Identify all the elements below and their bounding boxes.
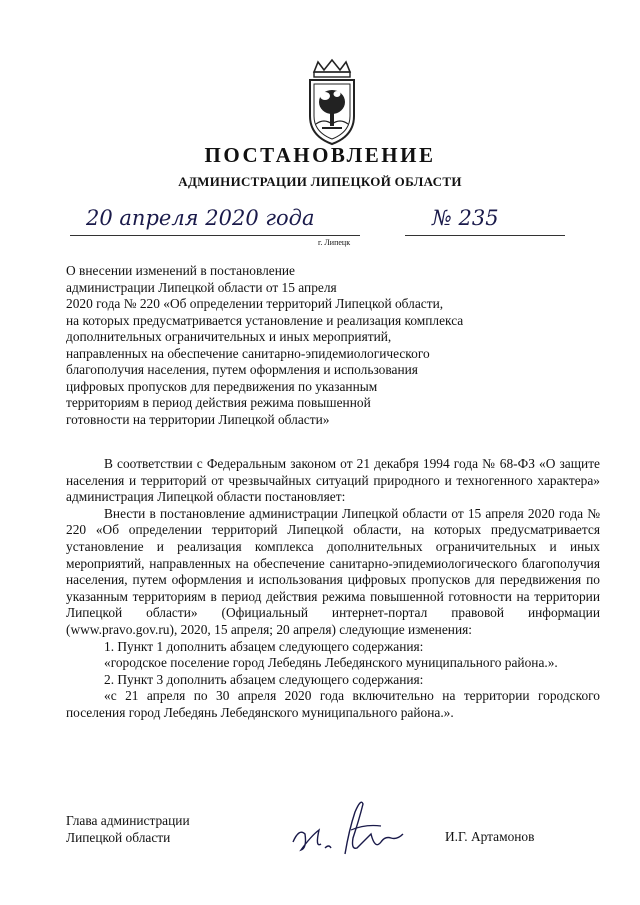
signatory-position <box>66 812 190 846</box>
handwritten-date: 20 апреля 2020 года <box>86 206 315 230</box>
heading-line: территориям в период действия режима повышенной <box>66 395 371 410</box>
resolution-heading <box>66 263 526 428</box>
body-paragraph-preamble: В соответствии с Федеральным законом от 21 декабря 1994 года № 68-ФЗ «О защите населения и территорий от чрезвычайных ситуаций природного и техногенного характера» администрация Липецкой области постановляет: <box>66 456 600 505</box>
heading-line: на которых предусматривается установление и реализация комплекса <box>66 312 464 328</box>
issuer-subtitle: АДМИНИСТРАЦИИ ЛИПЕЦКОЙ ОБЛАСТИ <box>178 174 462 189</box>
document-title: ПОСТАНОВЛЕНИЕ <box>204 143 436 167</box>
handwritten-number: № 235 <box>432 206 499 230</box>
resolution-body <box>66 456 600 722</box>
signatory-position-line: Глава администрации <box>66 813 190 828</box>
number-underline <box>405 235 565 236</box>
heading-line: 2020 года № 220 «Об определении территорий Липецкой области, <box>66 296 444 311</box>
handwritten-signature <box>285 790 415 870</box>
heading-line: администрации Липецкой области от 15 апреля <box>66 279 337 295</box>
heading-line: О внесении изменений в постановление <box>66 263 295 278</box>
date-underline <box>70 235 360 236</box>
signatory-position-line: Липецкой области <box>66 830 171 845</box>
heading-line: готовности на территории Липецкой области» <box>66 411 330 427</box>
heading-line: дополнительных ограничительных и иных мероприятий, <box>66 329 392 344</box>
heading-line: направленных на обеспечение санитарно-эпидемиологического <box>66 345 430 361</box>
body-paragraph-item-3-text: «с 21 апреля по 30 апреля 2020 года включительно на территории городского поселения город Лебедянь Лебедянского муниципального района.». <box>66 688 600 720</box>
body-paragraph-item-3: 2. Пункт 3 дополнить абзацем следующего содержания: <box>104 671 424 687</box>
body-paragraph-item-1: 1. Пункт 1 дополнить абзацем следующего содержания: <box>104 638 424 654</box>
city-label: г. Липецк <box>318 238 351 247</box>
heading-line: благополучия населения, путем оформления и использования <box>66 362 418 377</box>
body-paragraph-amendment: Внести в постановление администрации Липецкой области от 15 апреля 2020 года № 220 «Об определении территорий Липецкой области, на которых предусматривается установление и реализация комплекса дополнительных ограничительных и иных мероприятий, направленных на обеспечение санитарно-эпидемиологического благополучия населения, путем оформления и использования цифровых пропусков для передвижения по указанным территориям в период действия режима повышенной готовности на территории Липецкой области» (Официальный интернет-портал правовой информации (www.pravo.gov.ru), 2020, 15 апреля; 20 апреля) следующие изменения: <box>66 505 600 637</box>
body-paragraph-item-1-text: «городское поселение город Лебедянь Лебедянского муниципального района.». <box>104 655 558 671</box>
heading-line: цифровых пропусков для передвижения по указанным <box>66 378 378 394</box>
signatory-name: И.Г. Артамонов <box>445 829 535 844</box>
coat-of-arms-emblem <box>300 58 364 146</box>
